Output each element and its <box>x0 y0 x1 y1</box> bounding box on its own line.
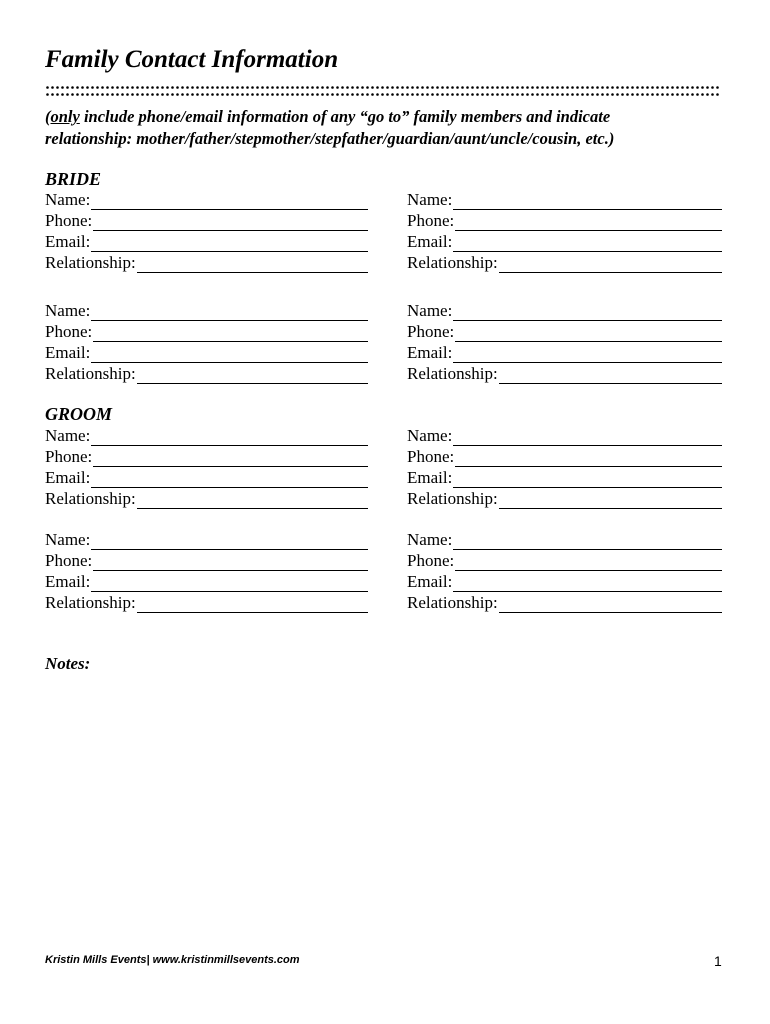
email-label: Email: <box>45 468 91 487</box>
bride-contact-2-col-1-phone-field[interactable] <box>45 322 368 342</box>
bride-contact-2-col-2-email-field[interactable] <box>407 343 722 363</box>
relationship-blank-line[interactable] <box>137 367 368 384</box>
section-heading-groom: GROOM <box>45 404 113 424</box>
email-label: Email: <box>407 232 453 251</box>
bride-contact-2-col-1-name-field[interactable] <box>45 301 368 321</box>
notes-label: Notes: <box>45 654 91 673</box>
bride-contact-2-col-1-relationship-field[interactable] <box>45 364 368 384</box>
relationship-label: Relationship: <box>45 364 136 383</box>
bride-contact-1-col-1-email-field[interactable] <box>45 232 368 252</box>
page-title: Family Contact Information <box>45 46 339 73</box>
email-label: Email: <box>407 572 453 591</box>
bride-contact-1-col-2-relationship-field[interactable] <box>407 253 722 273</box>
name-blank-line[interactable] <box>453 533 722 550</box>
bride-contact-2-col-2-phone-field[interactable] <box>407 322 722 342</box>
email-label: Email: <box>45 572 91 591</box>
email-label: Email: <box>407 468 453 487</box>
relationship-label: Relationship: <box>45 253 136 272</box>
phone-label: Phone: <box>45 551 93 570</box>
groom-contact-2-col-1-phone-field[interactable] <box>45 551 368 571</box>
phone-label: Phone: <box>407 551 455 570</box>
bride-contact-1-col-1-relationship-field[interactable] <box>45 253 368 273</box>
footer-text: Kristin Mills Events| www.kristinmillsevents.com <box>45 954 300 966</box>
bride-contact-2-col-1-email-field[interactable] <box>45 343 368 363</box>
instructions-emphasis: only <box>50 107 80 126</box>
bride-contact-1-col-2-name-field[interactable] <box>407 190 722 210</box>
groom-contact-1-col-2-name-field[interactable] <box>407 426 722 446</box>
groom-contact-1-col-1-phone-field[interactable] <box>45 447 368 467</box>
relationship-label: Relationship: <box>45 489 136 508</box>
instructions: (only include phone/email information of any “go to” family members and indicate relationship: mother/father/stepmother/stepfather/guardian/aunt/uncle/cousin, etc.) <box>45 107 615 148</box>
bride-contact-1-col-2-phone-field[interactable] <box>407 211 722 231</box>
phone-blank-line[interactable] <box>93 450 368 467</box>
bride-contact-2-col-2-name-field[interactable] <box>407 301 722 321</box>
groom-contact-1-col-1-email-field[interactable] <box>45 468 368 488</box>
relationship-blank-line[interactable] <box>499 256 722 273</box>
phone-label: Phone: <box>407 211 455 230</box>
groom-contact-1-col-2-relationship-field[interactable] <box>407 489 722 509</box>
name-blank-line[interactable] <box>91 193 368 210</box>
groom-contact-2-col-1-relationship-field[interactable] <box>45 593 368 613</box>
phone-label: Phone: <box>45 322 93 341</box>
groom-contact-2-col-1-email-field[interactable] <box>45 572 368 592</box>
relationship-blank-line[interactable] <box>499 367 722 384</box>
name-blank-line[interactable] <box>91 304 368 321</box>
bride-contact-1-col-1-name-field[interactable] <box>45 190 368 210</box>
name-label: Name: <box>45 190 91 209</box>
name-label: Name: <box>45 426 91 445</box>
email-blank-line[interactable] <box>453 346 722 363</box>
email-blank-line[interactable] <box>91 575 368 592</box>
relationship-label: Relationship: <box>407 253 498 272</box>
relationship-label: Relationship: <box>407 364 498 383</box>
phone-blank-line[interactable] <box>455 325 722 342</box>
phone-label: Phone: <box>407 322 455 341</box>
phone-label: Phone: <box>45 447 93 466</box>
relationship-blank-line[interactable] <box>137 256 368 273</box>
groom-contact-2-col-2-email-field[interactable] <box>407 572 722 592</box>
groom-contact-2-col-2-phone-field[interactable] <box>407 551 722 571</box>
name-label: Name: <box>407 301 453 320</box>
email-blank-line[interactable] <box>91 235 368 252</box>
phone-blank-line[interactable] <box>455 214 722 231</box>
email-label: Email: <box>45 343 91 362</box>
phone-blank-line[interactable] <box>455 450 722 467</box>
name-blank-line[interactable] <box>453 429 722 446</box>
phone-blank-line[interactable] <box>93 214 368 231</box>
instructions-line-1: include phone/email information of any “go to” family members and indicate <box>79 107 611 126</box>
name-label: Name: <box>407 190 453 209</box>
relationship-label: Relationship: <box>407 593 498 612</box>
phone-blank-line[interactable] <box>455 554 722 571</box>
name-label: Name: <box>45 530 91 549</box>
name-blank-line[interactable] <box>453 304 722 321</box>
relationship-label: Relationship: <box>45 593 136 612</box>
phone-blank-line[interactable] <box>93 554 368 571</box>
groom-contact-1-col-2-email-field[interactable] <box>407 468 722 488</box>
relationship-label: Relationship: <box>407 489 498 508</box>
groom-contact-1-col-1-relationship-field[interactable] <box>45 489 368 509</box>
name-label: Name: <box>407 426 453 445</box>
email-blank-line[interactable] <box>453 575 722 592</box>
email-blank-line[interactable] <box>91 346 368 363</box>
name-blank-line[interactable] <box>453 193 722 210</box>
email-blank-line[interactable] <box>453 471 722 488</box>
email-blank-line[interactable] <box>453 235 722 252</box>
name-label: Name: <box>45 301 91 320</box>
groom-contact-1-col-1-name-field[interactable] <box>45 426 368 446</box>
relationship-blank-line[interactable] <box>499 492 722 509</box>
relationship-blank-line[interactable] <box>137 596 368 613</box>
name-blank-line[interactable] <box>91 533 368 550</box>
dotted-divider <box>45 84 721 98</box>
email-label: Email: <box>407 343 453 362</box>
phone-blank-line[interactable] <box>93 325 368 342</box>
phone-label: Phone: <box>45 211 93 230</box>
section-heading-bride: BRIDE <box>45 169 102 189</box>
page-number: 1 <box>714 953 722 969</box>
name-label: Name: <box>407 530 453 549</box>
instructions-line-2: relationship: mother/father/stepmother/stepfather/guardian/aunt/uncle/cousin, etc.) <box>45 129 615 148</box>
groom-contact-2-col-2-relationship-field[interactable] <box>407 593 722 613</box>
email-blank-line[interactable] <box>91 471 368 488</box>
groom-contact-2-col-1-name-field[interactable] <box>45 530 368 550</box>
name-blank-line[interactable] <box>91 429 368 446</box>
bride-contact-1-col-1-phone-field[interactable] <box>45 211 368 231</box>
bride-contact-1-col-2-email-field[interactable] <box>407 232 722 252</box>
relationship-blank-line[interactable] <box>499 596 722 613</box>
relationship-blank-line[interactable] <box>137 492 368 509</box>
groom-contact-2-col-2-name-field[interactable] <box>407 530 722 550</box>
bride-contact-2-col-2-relationship-field[interactable] <box>407 364 722 384</box>
phone-label: Phone: <box>407 447 455 466</box>
email-label: Email: <box>45 232 91 251</box>
groom-contact-1-col-2-phone-field[interactable] <box>407 447 722 467</box>
